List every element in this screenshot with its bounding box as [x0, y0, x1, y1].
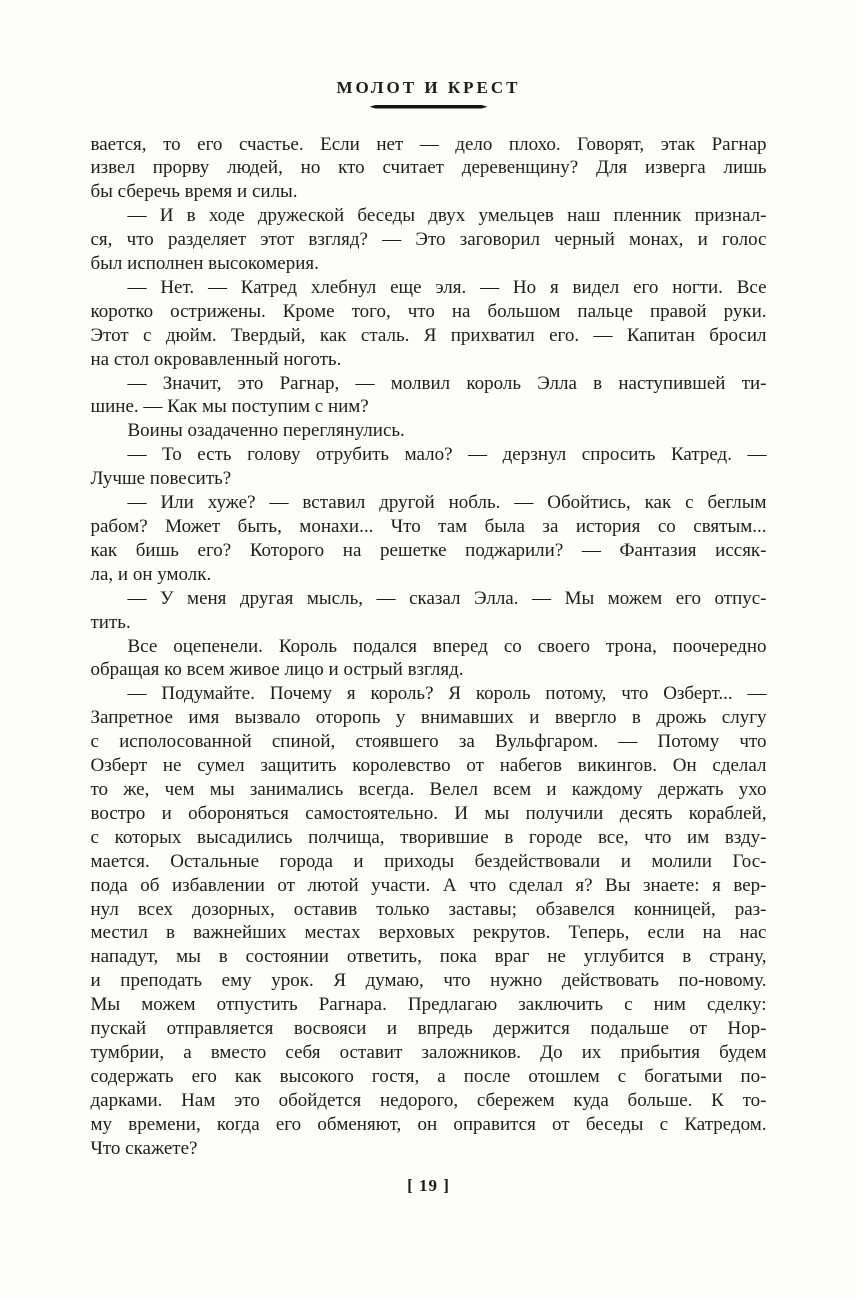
paragraph	[91, 419, 767, 443]
text-line: бы сберечь время и силы.	[90, 181, 298, 203]
text-line: вается, то его счастье. Если нет — дело плохо. Говорят, этак Рагнар	[90, 133, 767, 155]
paragraph	[91, 276, 767, 372]
paragraph	[91, 372, 767, 420]
text-line: Мы можем отпустить Рагнара. Предлагаю заключить с ним сделку:	[90, 994, 767, 1016]
text-line: мается. Остальные города и приходы бездействовали и молили Гос-	[90, 850, 767, 872]
text-line: тить.	[90, 611, 131, 633]
text-line: нул всех дозорных, оставив только заставы; обзавелся конницей, раз-	[90, 898, 767, 920]
text-line: с которых высадились полчища, творившие в городе все, что им взду-	[90, 826, 767, 848]
text-line: рабом? Может быть, монахи... Что там была за история со святым...	[90, 516, 767, 537]
paragraph	[91, 443, 767, 491]
paragraph	[91, 204, 767, 276]
text-line: Озберт не сумел защитить королевство от набегов викингов. Он сделал	[90, 755, 767, 777]
text-line: коротко острижены. Кроме того, что на большом пальце правой руки.	[90, 300, 767, 322]
text-line: с исполосованной спиной, стоявшего за Вульфгаром. — Потому что	[90, 731, 767, 753]
text-line: пода об избавлении от лютой участи. А что сделал я? Вы знаете: я вер-	[90, 874, 767, 896]
text-line: тумбрии, а вместо себя оставит заложников. До их прибытия будем	[90, 1041, 767, 1063]
paragraph	[91, 587, 767, 635]
text-line: — Или хуже? — вставил другой нобль. — Обойтись, как с беглым	[127, 492, 767, 514]
text-line: му времени, когда его обменяют, он оправится от беседы с Катредом.	[90, 1113, 767, 1135]
text-line: пускай отправляется восвояси и впредь держится подальше от Нор-	[90, 1018, 767, 1040]
page-text	[91, 133, 767, 1161]
text-line: как бишь его? Которого на решетке поджарили? — Фантазия иссяк-	[90, 539, 767, 561]
page-number: [ 19 ]	[407, 1176, 450, 1195]
text-line: местил в важнейших местах верховых рекрутов. Теперь, если на нас	[90, 922, 767, 944]
text-line: дарками. Нам это обойдется недорого, сбережем куда больше. К то-	[90, 1089, 767, 1111]
text-line: — И в ходе дружеской беседы двух умельцев наш пленник признал-	[127, 205, 767, 227]
text-line: Все оцепенели. Король подался вперед со своего трона, поочередно	[127, 635, 767, 657]
text-line: — Нет. — Катред хлебнул еще эля. — Но я видел его ногти. Все	[127, 276, 767, 298]
text-line: обращая ко всем живое лицо и острый взгляд.	[90, 659, 464, 681]
text-line: — У меня другая мысль, — сказал Элла. — Мы можем его отпус-	[127, 587, 767, 609]
text-line: Воины озадаченно переглянулись.	[127, 420, 405, 442]
text-line: то же, чем мы занимались всегда. Велел всем и каждому держать ухо	[90, 778, 767, 800]
paragraph	[91, 491, 767, 587]
text-line: ся, что разделяет этот взгляд? — Это заговорил черный монах, и голос	[90, 229, 767, 251]
page-footer	[0, 1176, 857, 1196]
text-line: — То есть голову отрубить мало? — дерзнул спросить Катред. —	[127, 444, 767, 466]
text-line: — Подумайте. Почему я король? Я король потому, что Озберт... —	[127, 683, 767, 705]
text-line: ла, и он умолк.	[90, 563, 212, 585]
text-line: Лучше повесить?	[90, 468, 232, 490]
text-line: востро и обороняться самостоятельно. И мы получили десять кораблей,	[90, 802, 767, 824]
text-line: Этот с дюйм. Твердый, как сталь. Я прихватил его. — Капитан бросил	[90, 324, 767, 346]
page-header	[0, 0, 857, 109]
text-line: на стол окровавленный ноготь.	[90, 348, 342, 370]
text-line: — Значит, это Рагнар, — молвил король Элла в наступившей ти-	[127, 372, 767, 394]
text-line: содержать его как высокого гостя, а после отошлем с богатыми по-	[90, 1065, 767, 1087]
text-line: нападут, мы в состоянии ответить, пока враг не углубится в страну,	[90, 946, 767, 968]
text-line: Запретное имя вызвало оторопь у внимавших и ввергло в дрожь слугу	[90, 707, 767, 729]
header-rule	[370, 105, 488, 109]
paragraph	[91, 133, 767, 205]
text-line: и преподать ему урок. Я думаю, что нужно действовать по-новому.	[90, 970, 767, 992]
paragraph	[91, 635, 767, 683]
running-title: МОЛОТ И КРЕСТ	[336, 78, 521, 97]
text-line: шине. — Как мы поступим с ним?	[90, 396, 369, 418]
text-line: был исполнен высокомерия.	[90, 253, 319, 275]
text-line: Что скажете?	[90, 1137, 198, 1159]
text-line: извел прорву людей, но кто считает деревенщину? Для изверга лишь	[90, 157, 767, 179]
paragraph	[91, 682, 767, 1160]
